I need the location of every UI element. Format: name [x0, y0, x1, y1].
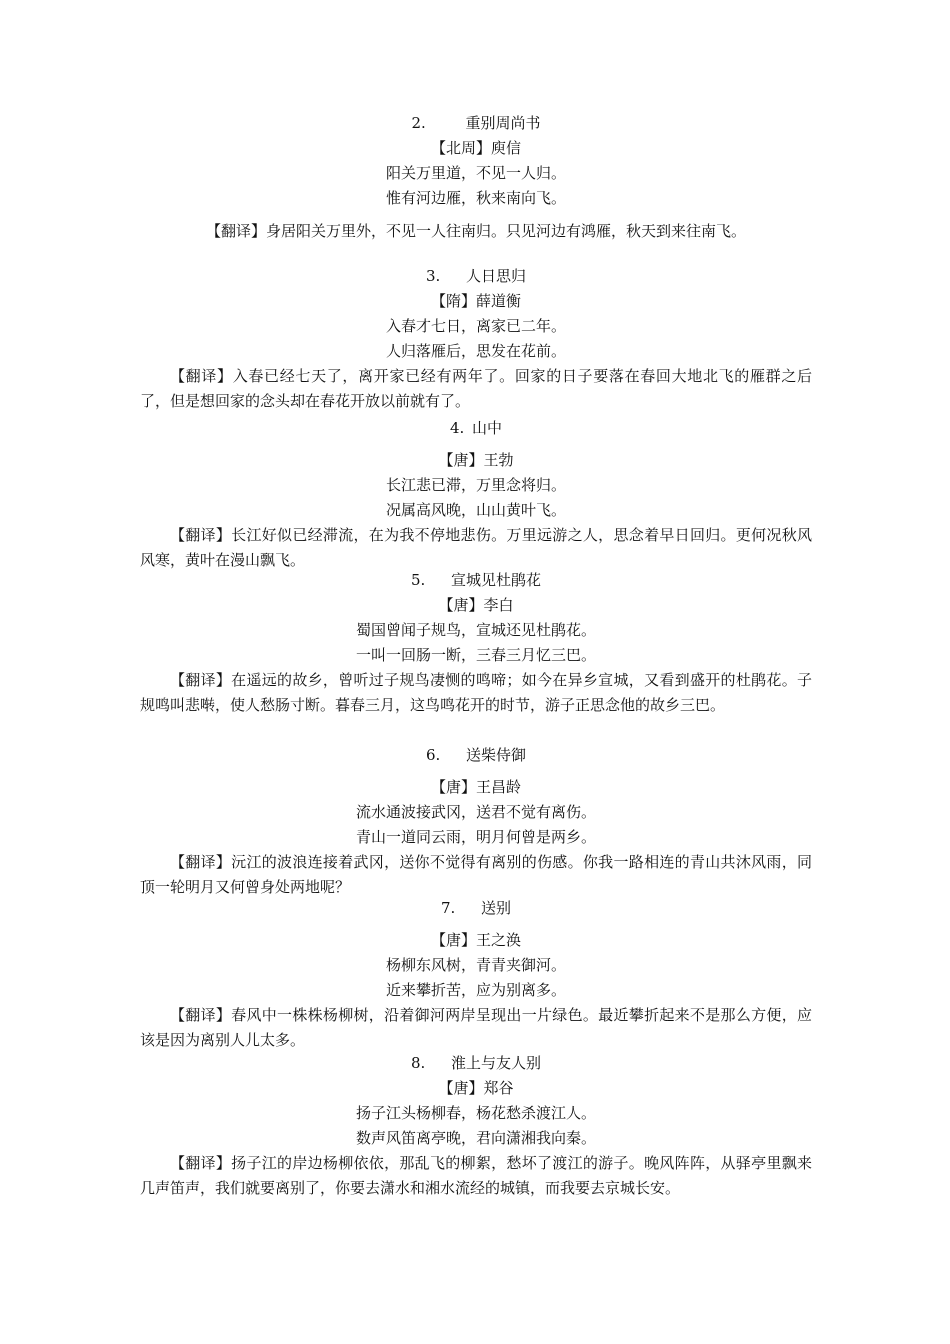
poem-4: [140, 416, 812, 573]
poem-title: 人日思归: [465, 267, 526, 285]
poem-title-line: [140, 416, 812, 441]
poem-line: 一叫一回肠一断，三春三月忆三巴。: [355, 646, 596, 664]
poem-title: 宣城见杜鹃花: [450, 571, 541, 589]
poem-author: 【北周】庾信: [430, 139, 521, 157]
poem-author: 【唐】王昌龄: [430, 778, 521, 796]
poem-title: 送柴侍御: [465, 746, 526, 764]
poem-number: 5.: [410, 571, 426, 589]
poem-line: 数声风笛离亭晚，君向潇湘我向秦。: [355, 1129, 596, 1147]
poem-title: 重别周尚书: [465, 114, 541, 132]
poem-5: [140, 568, 812, 718]
poem-number: 7.: [440, 899, 456, 917]
poem-translation: 【翻译】春风中一株株杨柳树，沿着御河两岸呈现出一片绿色。最近攀折起来不是那么方便，应该是因为离别人儿太多。: [140, 1006, 812, 1049]
poem-3: [140, 264, 812, 414]
poem-author: 【隋】薛道衡: [430, 292, 521, 310]
poem-line: 杨柳东风树，青青夹御河。: [385, 956, 566, 974]
poem-number: 4.: [449, 419, 465, 437]
poem-translation: 【翻译】入春已经七天了，离开家已经有两年了。回家的日子要落在春回大地北飞的雁群之后了，但是想回家的念头却在春花开放以前就有了。: [140, 367, 812, 410]
poem-title-line: [140, 568, 812, 593]
poem-line: 扬子江头杨柳春，杨花愁杀渡江人。: [355, 1104, 596, 1122]
poem-title-line: [140, 111, 812, 136]
poem-author: 【唐】王之涣: [430, 931, 521, 949]
poem-author: 【唐】李白: [438, 596, 514, 614]
poem-title-line: [140, 743, 812, 768]
poem-line: 近来攀折苦，应为别离多。: [385, 981, 566, 999]
poem-number: 6.: [425, 746, 441, 764]
poem-line: 况属高风晚，山山黄叶飞。: [385, 501, 566, 519]
poem-translation: 【翻译】身居阳关万里外，不见一人往南归。只见河边有鸿雁，秋天到来往南飞。: [205, 222, 746, 240]
poem-line: 流水通波接武冈，送君不觉有离伤。: [355, 803, 596, 821]
poem-number: 3.: [425, 267, 441, 285]
poem-7: [140, 896, 812, 1053]
poem-translation: 【翻译】在遥远的故乡，曾听过子规鸟凄恻的鸣啼；如今在异乡宣城，又看到盛开的杜鹃花。子规鸣叫悲啭，使人愁肠寸断。暮春三月，这鸟鸣花开的时节，游子正思念他的故乡三巴。: [140, 671, 812, 714]
poem-title: 淮上与友人别: [450, 1054, 541, 1072]
poem-author: 【唐】王勃: [438, 451, 514, 469]
poem-line: 蜀国曾闻子规鸟，宣城还见杜鹃花。: [355, 621, 596, 639]
poem-title: 山中: [471, 419, 502, 437]
poem-line: 长江悲已滞，万里念将归。: [385, 476, 566, 494]
poem-number: 2.: [411, 114, 426, 132]
poem-line: 入春才七日，离家已二年。: [385, 317, 566, 335]
poem-translation: 【翻译】扬子江的岸边杨柳依依，那乱飞的柳絮，愁坏了渡江的游子。晚风阵阵，从驿亭里飘来几声笛声，我们就要离别了，你要去潇水和湘水流经的城镇，而我要去京城长安。: [140, 1154, 812, 1197]
poem-translation: 【翻译】沅江的波浪连接着武冈，送你不觉得有离别的伤感。你我一路相连的青山共沐风雨，同顶一轮明月又何曾身处两地呢？: [140, 853, 812, 896]
poem-line: 阳关万里道，不见一人归。: [385, 164, 566, 182]
poem-8: [140, 1051, 812, 1201]
poem-translation: 【翻译】长江好似已经滞流，在为我不停地悲伤。万里远游之人，思念着早日回归。更何况秋风风寒，黄叶在漫山飘飞。: [140, 526, 812, 569]
poem-title: 送别: [480, 899, 511, 917]
poem-number: 8.: [410, 1054, 426, 1072]
poem-title-line: [140, 896, 812, 921]
poem-2: [140, 111, 812, 244]
poem-title-line: [140, 264, 812, 289]
poem-title-line: [140, 1051, 812, 1076]
poem-author: 【唐】郑谷: [438, 1079, 514, 1097]
poem-line: 惟有河边雁，秋来南向飞。: [385, 189, 566, 207]
poem-line: 青山一道同云雨，明月何曾是两乡。: [355, 828, 596, 846]
poem-6: [140, 743, 812, 900]
poem-line: 人归落雁后，思发在花前。: [385, 342, 566, 360]
